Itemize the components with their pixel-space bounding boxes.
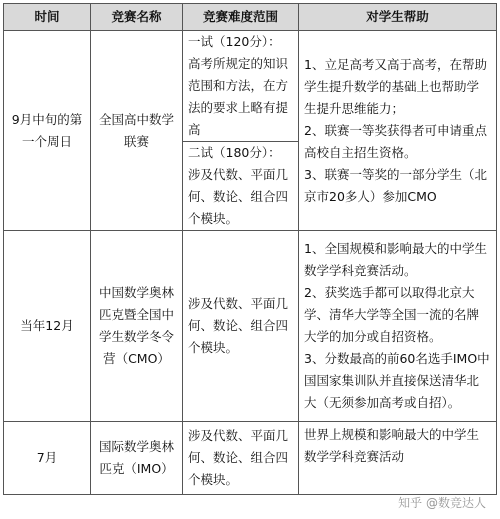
header-time: 时间 — [4, 4, 91, 31]
row-difficulty-part1: 一试（120分）：高考所规定的知识范围和方法，在方法的要求上略有提高 — [183, 31, 299, 142]
header-row — [4, 4, 497, 31]
header-name: 竞赛名称 — [91, 4, 183, 31]
row-time: 9月中旬的第一个周日 — [4, 31, 91, 231]
help-item: 3、分数最高的前60名选手IMO中国国家集训队并直接保送清华北大（无须参加高考或自招）。 — [304, 351, 490, 410]
table-row — [4, 231, 497, 422]
row-name: 中国数学奥林匹克暨全国中学生数学冬令营（CMO） — [91, 231, 183, 422]
competition-table — [3, 3, 497, 495]
row-difficulty: 涉及代数、平面几何、数论、组合四个模块。 — [183, 422, 299, 495]
help-item: 1、立足高考又高于高考，在帮助学生提升数学的基础上也帮助学生提升思维能力； — [304, 56, 487, 116]
watermark: 知乎 @数竞达人 — [398, 496, 486, 510]
help-item: 世界上规模和影响最大的中学生数学学科竞赛活动 — [304, 427, 480, 464]
help-item: 3、联赛一等奖的一部分学生（北京市20多人）参加CMO — [304, 166, 487, 204]
row-difficulty: 涉及代数、平面几何、数论、组合四个模块。 — [183, 231, 299, 422]
header-help: 对学生帮助 — [299, 4, 497, 31]
row-time: 7月 — [4, 422, 91, 495]
row-help — [299, 31, 497, 231]
row-name: 全国高中数学联赛 — [91, 31, 183, 231]
table-row — [4, 422, 497, 495]
row-difficulty-part2: 二试（180分）：涉及代数、平面几何、数论、组合四个模块。 — [183, 142, 299, 231]
row-name: 国际数学奥林匹克（IMO） — [91, 422, 183, 495]
table-row — [4, 31, 497, 142]
header-difficulty: 竞赛难度范围 — [183, 4, 299, 31]
row-help — [299, 422, 497, 495]
help-item: 1、全国规模和影响最大的中学生数学学科竞赛活动。 — [304, 241, 487, 278]
help-item: 2、获奖选手都可以取得北京大学、清华大学等全国一流的名牌大学的加分或自招资格。 — [304, 285, 480, 344]
row-time: 当年12月 — [4, 231, 91, 422]
row-help — [299, 231, 497, 422]
help-item: 2、联赛一等奖获得者可申请重点高校自主招生资格。 — [304, 122, 487, 160]
